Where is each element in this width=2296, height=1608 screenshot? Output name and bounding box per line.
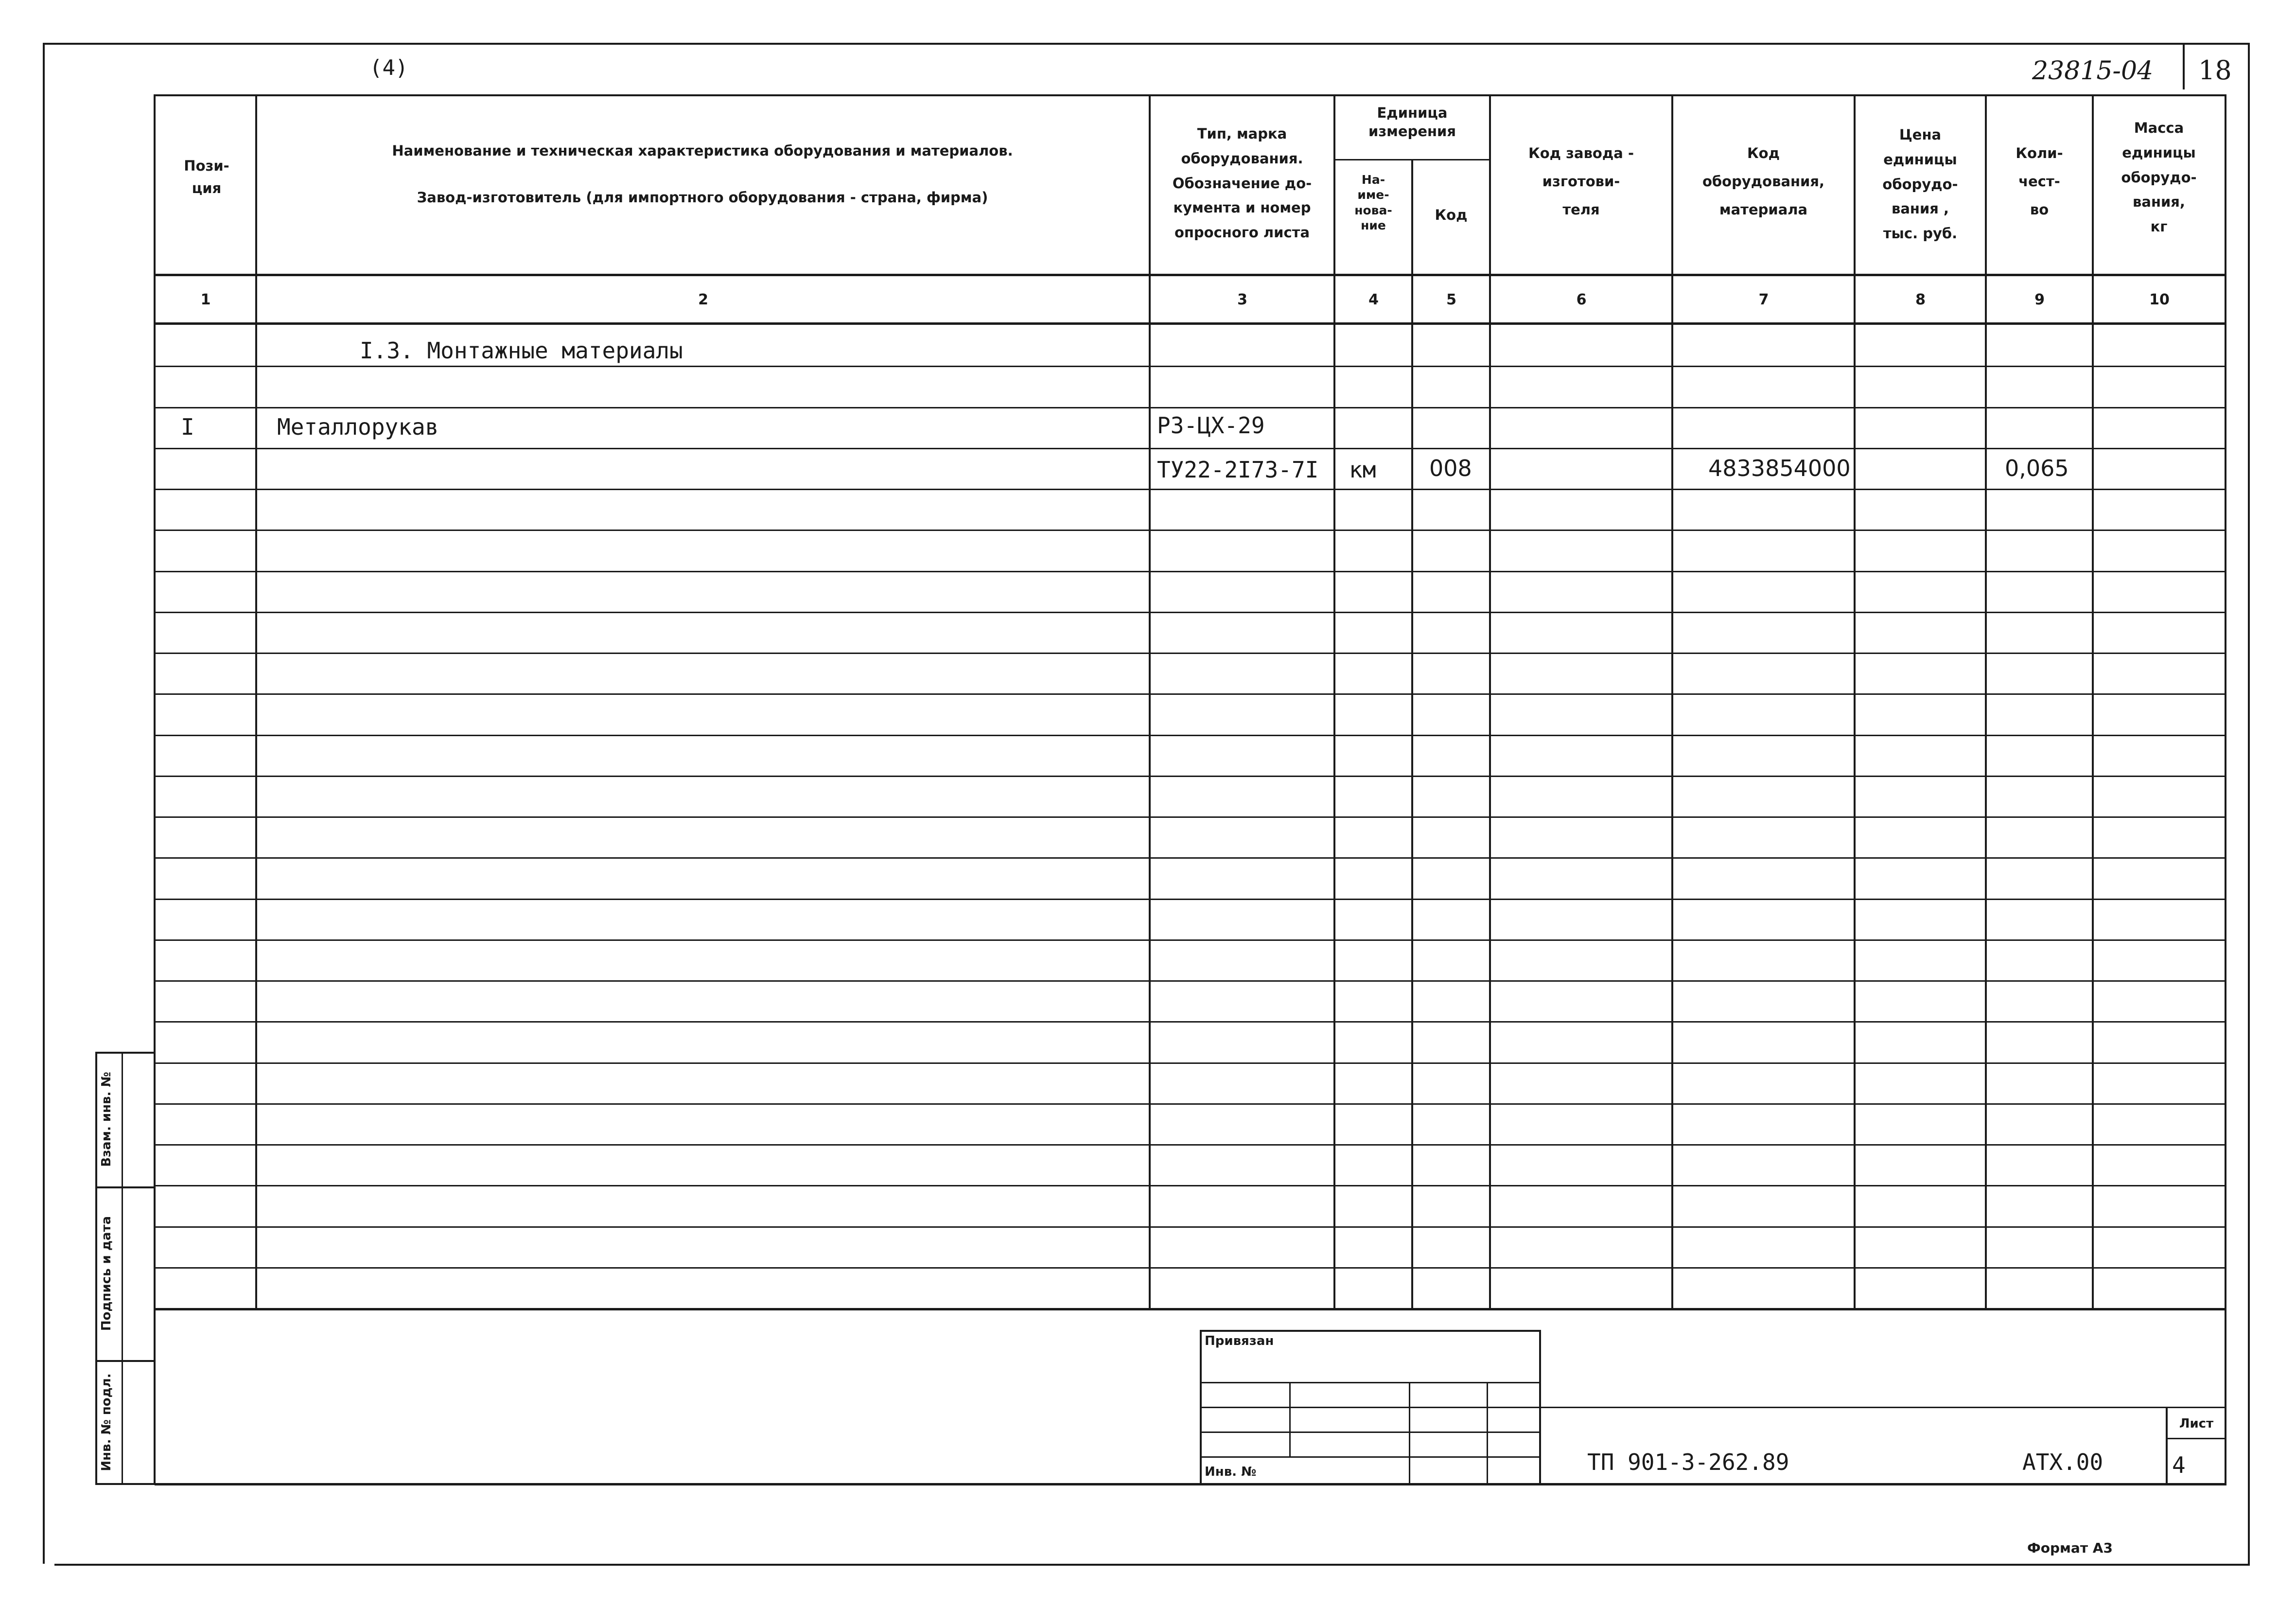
- row-line: [155, 530, 2226, 531]
- header-mass: Масса единицы оборудо- вания, кг: [2121, 120, 2197, 235]
- colnum-3: 3: [1237, 291, 1247, 308]
- colnum-5: 5: [1446, 291, 1456, 308]
- header-factory-code: Код завода - изготови- теля: [1528, 145, 1634, 218]
- row-line: [155, 899, 2226, 900]
- row-unit: км: [1349, 457, 1376, 483]
- row-line: [155, 816, 2226, 818]
- row-line: [155, 1267, 2226, 1269]
- side-label-inventory: Инв. № подл.: [99, 1373, 114, 1471]
- header-manufacturer: Завод-изготовитель (для импортного оборудования - страна, фирма): [417, 189, 988, 206]
- header-position: Пози- ция: [184, 158, 229, 197]
- header-unit-name: На- име- нова- ние: [1354, 173, 1392, 232]
- colnum-8: 8: [1915, 291, 1926, 308]
- colnum-4: 4: [1368, 291, 1379, 308]
- archive-number: 23815-04: [2032, 56, 2154, 86]
- row-position: I: [181, 414, 194, 440]
- row-line: [155, 1144, 2226, 1146]
- header-name: Наименование и техническая характеристика оборудования и материалов.: [392, 142, 1013, 159]
- row-line: [155, 489, 2226, 490]
- row-line: [155, 980, 2226, 982]
- colnum-10: 10: [2149, 291, 2170, 308]
- colnum-7: 7: [1758, 291, 1769, 308]
- row-line: [155, 1185, 2226, 1186]
- row-type-doc: ТУ22-2I73-7I: [1157, 457, 1319, 483]
- row-line: [155, 448, 2226, 449]
- row-line: [155, 776, 2226, 777]
- row-line: [155, 735, 2226, 736]
- colnum-2: 2: [698, 291, 708, 308]
- row-line: [155, 653, 2226, 654]
- row-name: Металлорукав: [277, 414, 439, 440]
- row-equip-code: 4833854000: [1708, 455, 1851, 481]
- row-line: [155, 1226, 2226, 1228]
- row-quantity: 0,065: [2005, 455, 2069, 481]
- row-line: [155, 571, 2226, 572]
- row-line: [155, 1103, 2226, 1105]
- header-unit-code: Код: [1435, 207, 1468, 223]
- row-line: [155, 612, 2226, 613]
- row-line: [155, 857, 2226, 859]
- format-label: Формат А3: [2027, 1540, 2113, 1556]
- row-line: [155, 407, 2226, 408]
- sheet-number: 4: [2172, 1452, 2186, 1478]
- privyazan-label: Привязан: [1205, 1334, 1274, 1348]
- inv-no-label: Инв. №: [1205, 1465, 1257, 1479]
- archive-page: 18: [2198, 55, 2232, 86]
- colnum-6: 6: [1576, 291, 1587, 308]
- header-type: Тип, марка оборудования. Обозначение до- кумента и номер опросного листа: [1172, 125, 1312, 241]
- section-title: I.3. Монтажные материалы: [360, 337, 683, 364]
- side-label-signature: Подпись и дата: [99, 1216, 114, 1331]
- header-price: Цена единицы оборудо- вания , тыс. руб.: [1882, 126, 1958, 242]
- header-unit-group: Единица измерения: [1368, 105, 1456, 140]
- row-type: РЗ-ЦХ-29: [1157, 412, 1265, 439]
- section-code: АТХ.00: [2022, 1449, 2103, 1475]
- row-line: [155, 693, 2226, 695]
- colnum-1: 1: [200, 291, 211, 308]
- sheet-label: (4): [369, 55, 408, 80]
- header-quantity: Коли- чест- во: [2016, 145, 2063, 218]
- row-line: [155, 366, 2226, 367]
- side-label-replacement: Взам. инв. №: [99, 1072, 114, 1167]
- colnum-9: 9: [2034, 291, 2045, 308]
- header-equip-code: Код оборудования, материала: [1702, 145, 1825, 218]
- row-line: [155, 939, 2226, 941]
- row-line: [155, 1021, 2226, 1023]
- row-line: [155, 1062, 2226, 1064]
- row-unit-code: 008: [1429, 455, 1472, 481]
- doc-code: ТП 901-3-262.89: [1587, 1449, 1789, 1475]
- sheet-label-title: Лист: [2179, 1416, 2214, 1431]
